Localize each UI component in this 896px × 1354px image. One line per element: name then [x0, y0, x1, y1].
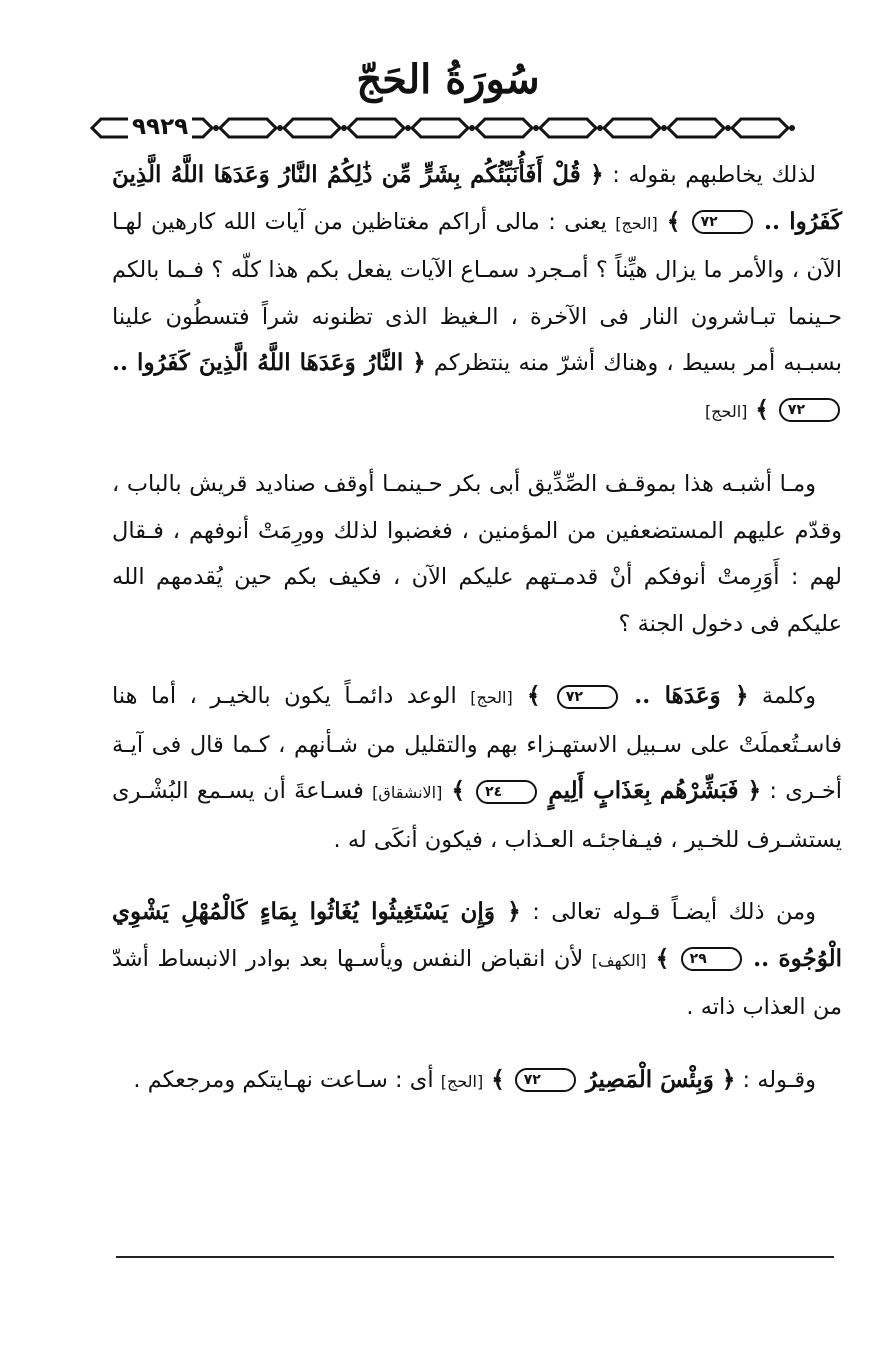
paragraph	[112, 673, 842, 863]
commentary-segment: وقـوله :	[735, 1066, 816, 1093]
ornament-dot	[789, 125, 795, 131]
ayah-number: ٢٩	[681, 947, 742, 971]
ayah-number: ٧٢	[515, 1068, 576, 1092]
paragraph	[112, 461, 842, 647]
ornament-link	[732, 119, 788, 137]
commentary-segment: وكلمة	[748, 683, 817, 709]
surah-reference: [الحج]	[704, 401, 748, 421]
ornament-link	[668, 119, 724, 137]
footer-rule	[116, 1256, 834, 1258]
surah-reference: [الحج]	[440, 1071, 484, 1091]
surah-title: سُورَةُ الحَجّ	[356, 56, 540, 103]
commentary-text	[112, 152, 842, 1131]
quran-verse: ﴿ قُلْ أَفَأُنَبِّئُكُم بِشَرٍّ مِّن ذَٰلِكُمُ النَّارُ وَعَدَهَا اللَّهُ الَّذِينَ كَفَرُوا ..	[112, 161, 842, 235]
quran-verse: ﴿ وَبِئْسَ الْمَصِيرُ	[577, 1065, 736, 1093]
ayah-number: ٧٢	[557, 685, 618, 709]
surah-reference: [الكهف]	[591, 950, 647, 970]
ayah-number: ٧٢	[779, 398, 840, 422]
paragraph	[112, 1057, 842, 1106]
ornament-link	[284, 119, 340, 137]
quran-verse: ﴾	[512, 682, 555, 709]
ornament-link	[220, 119, 276, 137]
ornament-link	[412, 119, 468, 137]
quran-verse: ﴾	[646, 944, 679, 972]
surah-reference: [الحج]	[470, 688, 513, 707]
quran-verse: ﴿ وَإِن يَسْتَغِيثُوا يُغَاثُوا بِمَاءٍ كَالْمُهْلِ يَشْوِي الْوُجُوهَ ..	[112, 898, 842, 972]
commentary-segment: لذلك يخاطبهم بقوله :	[603, 162, 816, 188]
quran-verse: ﴿ وَعَدَهَا ..	[619, 682, 749, 709]
quran-verse: ﴿ النَّارُ وَعَدَهَا اللَّهُ الَّذِينَ كَفَرُوا ..	[112, 349, 426, 376]
ornament-link	[604, 119, 660, 137]
ornament-link	[540, 119, 596, 137]
ayah-number: ٢٤	[476, 780, 537, 804]
commentary-segment: فسـاعةَ أن يسـمع البُشْـرى يستشـرف للخـير ، فيـفاجئـه العـذاب ، فيكون أنكَى له .	[112, 778, 842, 853]
quran-verse: ﴾	[657, 207, 690, 235]
page-number: ٩٩٢٩	[128, 113, 192, 141]
quran-verse: ﴾	[483, 1065, 513, 1093]
commentary-segment: يعنى : مالى أراكم مغتاظين من آيات الله كارهين لهـا الآن ، والأمر ما يزال هيِّناً ؟ أمـجرد سمـاع الآيات يفعل بكم هذا كلّه ؟ فـما بالكم حـينما تبـاشرون النار فى الآخرة ، الـغيظ الذى تظنونه شراً فتسطُون علينا بسبـبه أمر بسيط ، وهناك أشرّ منه ينتظركم	[112, 208, 842, 376]
ornament-link	[348, 119, 404, 137]
ornament-link	[476, 119, 532, 137]
commentary-segment: ومـا أشبـه هذا بموقـف الصِّدِّيق أبى بكر حـينمـا أوقف صناديد قريش بالباب ، وقدّم عليهم المستضعفين من المؤمنين ، فغضبوا لذلك وورِمَتْ أنوفهم ، فـقال لهم : أَوَرِمتْ أنوفكم أنْ قدمـتهم عليكم الآن ، فكيف بكم حين يُقدمهم الله عليكم فى دخول الجنة ؟	[112, 471, 842, 637]
quran-verse: ﴿ فَبَشِّرْهُم بِعَذَابٍ أَلِيمٍ	[539, 777, 762, 804]
ornamental-border	[88, 114, 852, 142]
quran-verse: ﴾	[442, 777, 475, 804]
commentary-segment: لأن انقباض النفس ويأسـها بعد بوادر الانبساط أشدّ من العذاب ذاته .	[112, 945, 842, 1020]
quran-verse: ﴾	[747, 395, 777, 423]
surah-reference: [الانشقاق]	[372, 783, 443, 802]
commentary-segment: الوعد دائمـاً يكون بالخيـر ، أما هنا فاسـتُعملَتْ على سـبيل الاستهـزاء بهم والتقليل من شـأنهم ، كـما قال فى آيـة أخـرى :	[112, 683, 843, 804]
paragraph	[112, 889, 842, 1031]
commentary-segment: ومن ذلك أيضـاً قـوله تعالى :	[520, 899, 816, 925]
ayah-number: ٧٢	[692, 210, 753, 234]
surah-reference: [الحج]	[615, 213, 658, 233]
paragraph	[112, 152, 842, 435]
commentary-segment: أى : سـاعت نهـايتكم ومرجعكم .	[133, 1066, 441, 1093]
